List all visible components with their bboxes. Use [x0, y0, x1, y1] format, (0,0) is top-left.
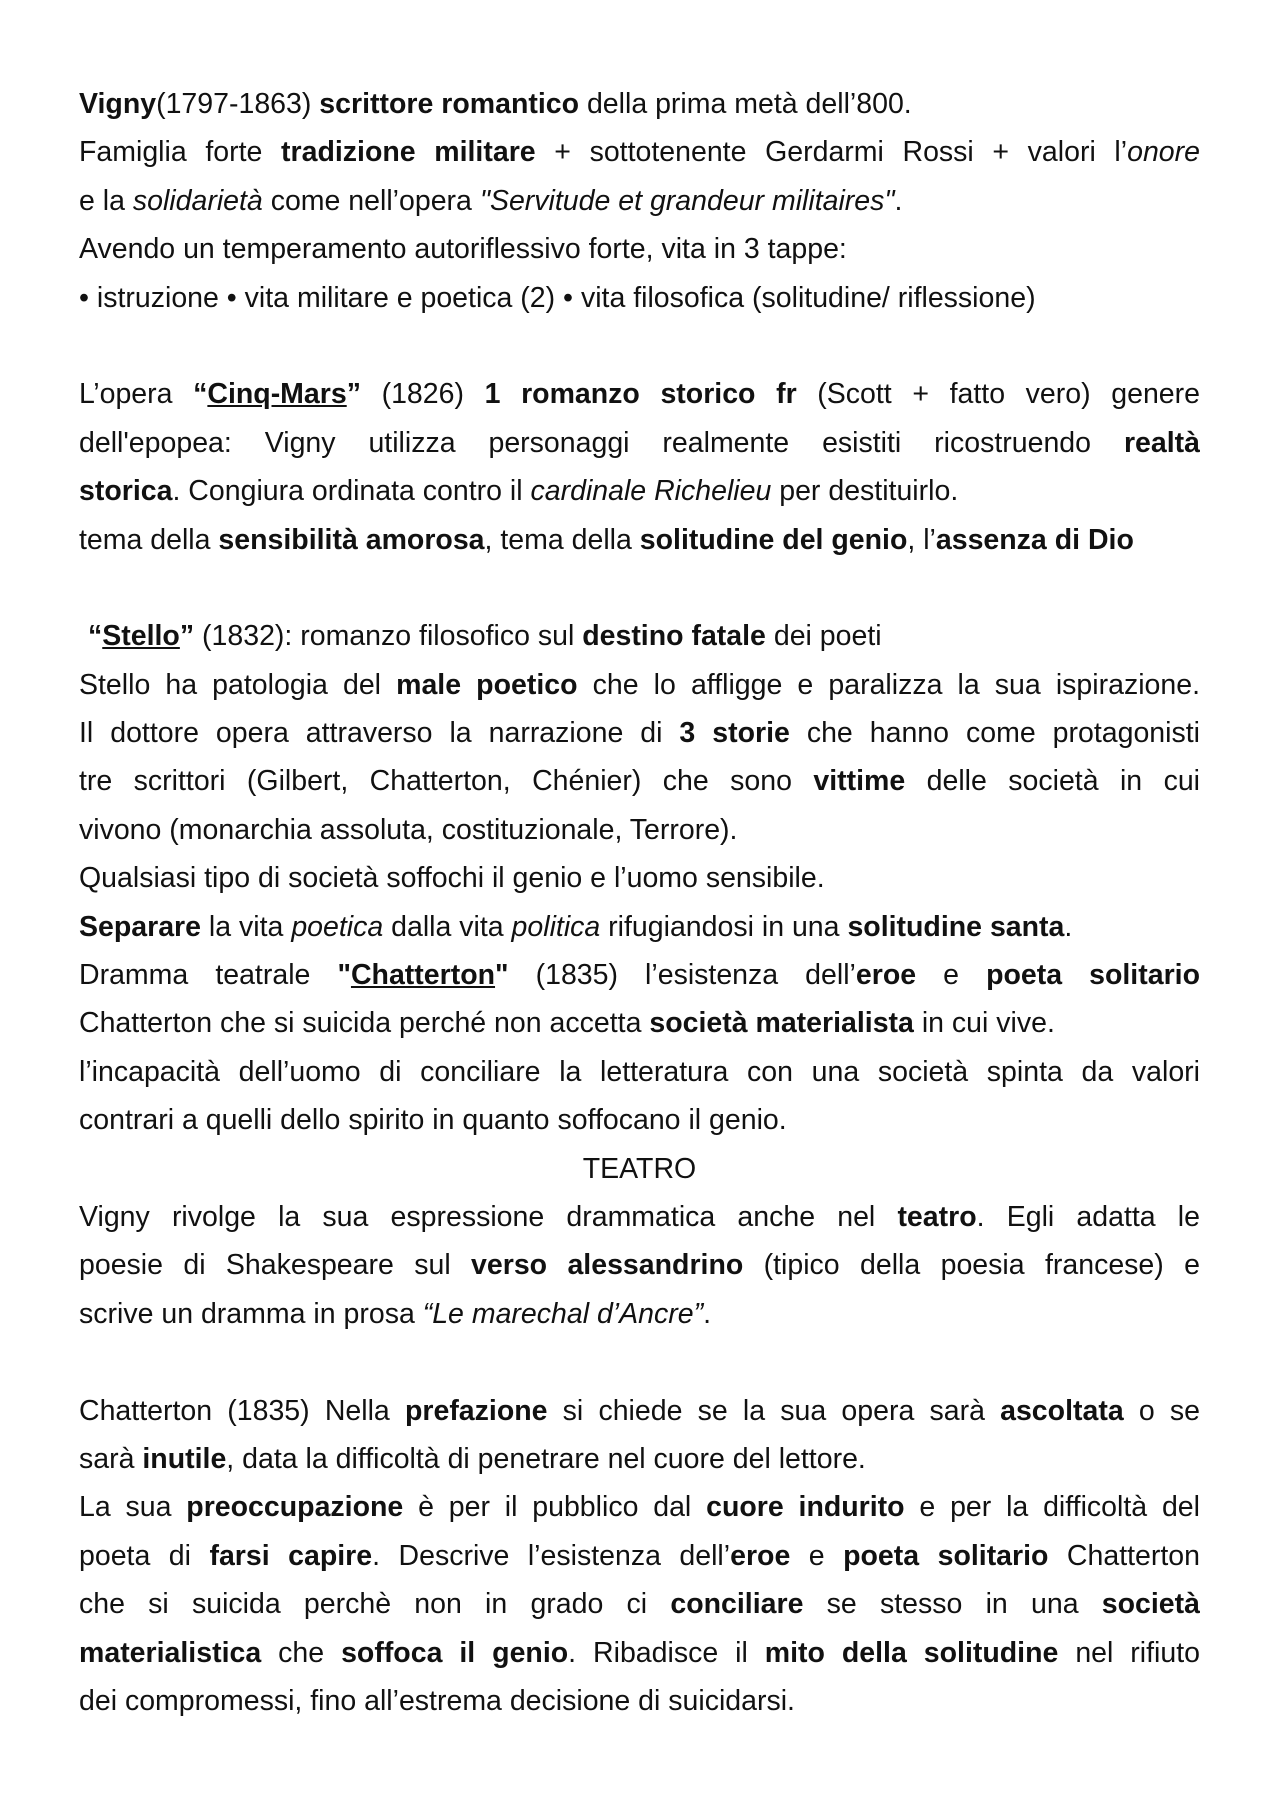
text-run: Famiglia forte [79, 136, 282, 169]
chatterton-title: Chatterton [350, 959, 496, 992]
text-run: dalla vita [383, 910, 512, 943]
text-run: materialistica [79, 1636, 262, 1669]
cinqmars-line-1 [79, 370, 1200, 418]
text-run: “Le marechal d’Ancre” [422, 1297, 704, 1330]
text-run: della prima metà dell’800. [579, 88, 912, 120]
text-run: che [261, 1636, 342, 1669]
text-run: tema della [79, 523, 219, 556]
text-run: società [1101, 1588, 1200, 1621]
text-run: scrittore romantico [319, 88, 580, 120]
intro-line-4: Avendo un temperamento autoriflessivo forte, vita in 3 tappe: [79, 233, 847, 266]
text-run: eroe [730, 1539, 791, 1572]
text-run: , tema della [484, 523, 640, 556]
cinqmars-line-4 [79, 516, 1200, 564]
text-run: inutile [142, 1442, 227, 1475]
text-run: destino fatale [582, 620, 766, 653]
text-run: società materialista [649, 1007, 914, 1040]
text-run: che lo affligge e paralizza la sua ispirazione. [577, 668, 1200, 701]
stello-line-7 [79, 903, 1200, 951]
text-run: . [894, 184, 903, 217]
text-run: assenza di Dio [935, 523, 1134, 556]
text-run: “ [88, 620, 103, 653]
text-run: sarà [79, 1442, 143, 1475]
text-run: poeta di [79, 1539, 210, 1572]
text-run: storica [79, 475, 173, 508]
cinqmars-line-3 [79, 467, 1200, 515]
cinq-mars-title: Cinq-Mars [207, 378, 347, 411]
text-run: . [703, 1297, 712, 1330]
intro-line-3 [79, 177, 1200, 225]
text-run: teatro [897, 1200, 977, 1233]
text-run: scrive un dramma in prosa [79, 1297, 423, 1330]
text-run: " [495, 959, 509, 992]
text-run: dell'epopea: Vigny utilizza personaggi realmente esistiti ricostruendo [79, 426, 1124, 459]
text-run: poeta solitario [843, 1539, 1049, 1572]
text-run: poetica [291, 910, 384, 943]
text-run: male poetico [396, 668, 578, 701]
text-run: poeta solitario [986, 959, 1200, 992]
text-run: delle società in cui [905, 765, 1200, 798]
text-run: tradizione militare [281, 136, 536, 169]
teatro-line-1 [79, 1193, 1200, 1241]
stello-line-4 [79, 757, 1200, 805]
stello-line-8 [79, 951, 1200, 999]
teatro-line-3 [79, 1290, 1200, 1338]
blank-line [79, 1338, 1200, 1386]
text-run: è per il pubblico dal [403, 1491, 707, 1524]
text-run: (1832): romanzo filosofico sul [194, 620, 583, 653]
text-run: Stello ha patologia del [79, 668, 397, 701]
chatterton-line-4 [79, 1532, 1200, 1580]
text-run: realtà [1123, 426, 1200, 459]
text-run: mito della solitudine [764, 1636, 1059, 1669]
text-run: solitudine del genio [639, 523, 908, 556]
text-run: soffoca il genio [341, 1636, 569, 1669]
text-run: ” [179, 620, 195, 653]
cinqmars-line-2 [79, 419, 1200, 467]
text-run: vittime [813, 765, 906, 798]
text-run: poesie di Shakespeare sul [79, 1249, 472, 1282]
text-run: + sottotenente Gerdarmi Rossi + valori l’ [535, 136, 1128, 169]
text-run: Chatterton (1835) Nella [79, 1394, 405, 1427]
blank-line [79, 322, 1200, 370]
text-run: . Egli adatta le [976, 1200, 1200, 1233]
text-run: "Servitude et grandeur militaires" [479, 184, 895, 217]
intro-line-5: • istruzione • vita militare e poetica (2) • vita filosofica (solitudine/ riflessione) [79, 281, 1036, 314]
text-run: che si suicida perchè non in grado ci [79, 1588, 671, 1621]
text-run: , data la difficoltà di penetrare nel cuore del lettore. [226, 1442, 866, 1475]
text-run: preoccupazione [186, 1491, 404, 1524]
text-run: onore [1127, 136, 1200, 169]
text-run: e la [79, 184, 133, 217]
text-run: la vita [201, 910, 292, 943]
text-run: o se [1123, 1394, 1200, 1427]
chatterton-line-6 [79, 1629, 1200, 1677]
text-run: Il dottore opera attraverso la narrazione di [79, 717, 680, 750]
text-run: sensibilità amorosa [218, 523, 485, 556]
text-run: si chiede se la sua opera sarà [547, 1394, 1001, 1427]
text-run: , l’ [907, 523, 936, 556]
stello-line-10: l’incapacità dell’uomo di conciliare la letteratura con una società spinta da valori [79, 1055, 1200, 1088]
text-run: se stesso in una [803, 1588, 1102, 1621]
text-run: in cui vive. [913, 1007, 1055, 1040]
text-run: solitudine santa [847, 910, 1065, 943]
text-run: Dramma teatrale [79, 959, 338, 992]
text-run: come nell’opera [262, 184, 480, 217]
text-run: e [790, 1539, 844, 1572]
chatterton-line-1 [79, 1387, 1200, 1435]
stello-line-11: contrari a quelli dello spirito in quanto soffocano il genio. [79, 1104, 787, 1137]
text-run: " [337, 959, 351, 992]
text-run: La sua [79, 1491, 187, 1524]
stello-line-9 [79, 999, 1200, 1047]
text-run: dei poeti [765, 620, 882, 653]
text-run: Separare [79, 910, 202, 943]
text-run: . Descrive l’esistenza dell’ [372, 1539, 731, 1572]
text-run: 3 storie [679, 717, 790, 750]
text-run: per destituirlo. [771, 475, 959, 508]
text-run: Chatterton che si suicida perché non accetta [79, 1007, 650, 1040]
intro-line-2 [79, 128, 1200, 176]
text-run: (Scott + fatto vero) genere [796, 378, 1200, 411]
text-run: verso alessandrino [471, 1249, 744, 1282]
text-run: cuore indurito [706, 1491, 905, 1524]
text-run: e per la difficoltà del [904, 1491, 1200, 1524]
chatterton-line-7: dei compromessi, fino all’estrema decisione di suicidarsi. [79, 1684, 795, 1717]
stello-line-6: Qualsiasi tipo di società soffochi il genio e l’uomo sensibile. [79, 862, 825, 895]
text-run: “ [193, 378, 208, 411]
text-run: tre scrittori (Gilbert, Chatterton, Chénier) che sono [79, 765, 814, 798]
text-run: ” [346, 378, 361, 411]
text-run: . [1064, 910, 1073, 943]
text-run: solidarietà [132, 184, 263, 217]
teatro-heading: TEATRO [582, 1152, 697, 1185]
text-run: cardinale Richelieu [530, 475, 772, 508]
text-run: 1 romanzo storico fr [484, 378, 797, 411]
text-run: L’opera [79, 378, 194, 411]
blank-line [79, 564, 1200, 612]
text-run: (tipico della poesia francese) e [743, 1249, 1200, 1282]
text-run: prefazione [404, 1394, 548, 1427]
text-run: . Congiura ordinata contro il [172, 475, 531, 508]
text-run: ascoltata [1000, 1394, 1124, 1427]
stello-line-5: vivono (monarchia assoluta, costituzionale, Terrore). [79, 813, 738, 846]
text-run: (1835) l’esistenza dell’ [508, 959, 856, 992]
text-run: Vigny rivolge la sua espressione drammatica anche nel [79, 1200, 898, 1233]
text-run: nel rifiuto [1058, 1636, 1200, 1669]
text-run: politica [511, 910, 601, 943]
text-run: conciliare [670, 1588, 804, 1621]
text-run: . Ribadisce il [568, 1636, 765, 1669]
text-run: e [916, 959, 987, 992]
text-run: rifugiandosi in una [600, 910, 848, 943]
chatterton-line-5 [79, 1580, 1200, 1628]
stello-line-2 [79, 661, 1200, 709]
text-run: (1797-1863) [156, 88, 320, 120]
stello-line-3 [79, 709, 1200, 757]
teatro-line-2 [79, 1241, 1200, 1289]
stello-title: Stello [102, 620, 180, 653]
text-run: Chatterton [1048, 1539, 1200, 1572]
text-run: (1826) [360, 378, 485, 411]
stello-line-1 [79, 612, 1200, 660]
intro-line-1 [79, 80, 1200, 128]
text-run: che hanno come protagonisti [789, 717, 1200, 750]
author-name: Vigny [79, 88, 157, 120]
text-run: farsi capire [209, 1539, 373, 1572]
text-run: eroe [855, 959, 917, 992]
chatterton-line-3 [79, 1483, 1200, 1531]
chatterton-line-2 [79, 1435, 1200, 1483]
